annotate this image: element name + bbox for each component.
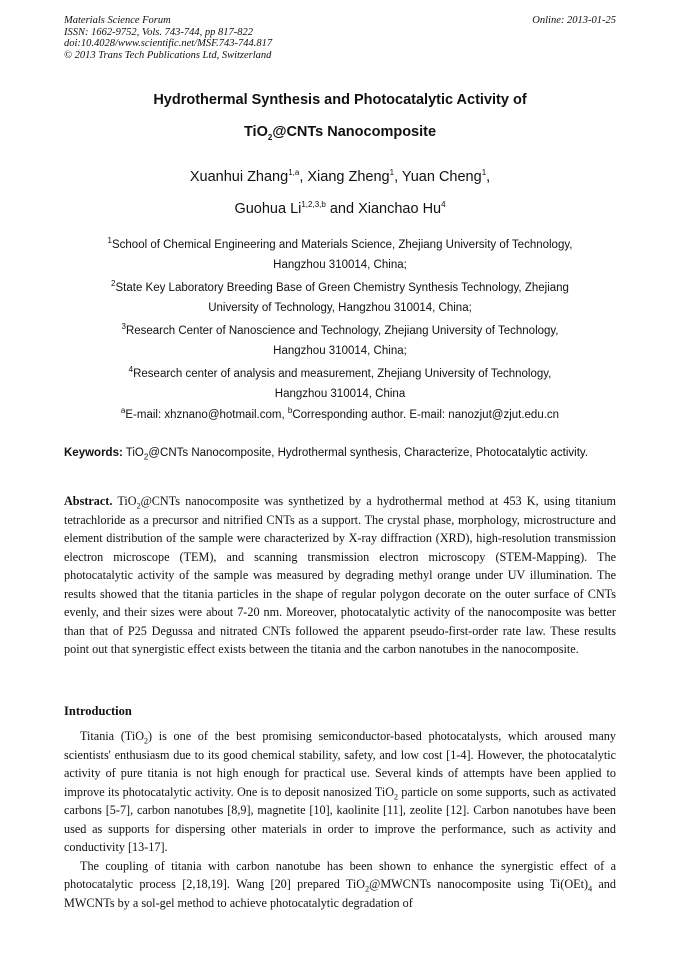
paragraph-sub: 2 [144, 736, 149, 746]
email-a[interactable]: E-mail: xhznano@hotmail.com, [125, 409, 288, 421]
issn-line: ISSN: 1662-9752, Vols. 743-744, pp 817-822 [64, 26, 253, 38]
introduction-paragraph-2 [64, 857, 616, 913]
keywords-text: @CNTs Nanocomposite, Hydrothermal synthesis, Characterize, Photocatalytic activity. [148, 447, 589, 459]
affiliation-sup: 2 [111, 279, 116, 289]
paragraph-sub: 4 [588, 884, 593, 894]
doi-line[interactable]: doi:10.4028/www.scientific.net/MSF.743-744.817 [64, 38, 273, 49]
author-affil-sup: 1 [389, 168, 395, 178]
paragraph-text: and MWCNTs by a sol-gel method to achieve photocatalytic degradation of [64, 877, 616, 910]
author-affil-sup: 1,2,3,b [301, 200, 326, 210]
affiliation-2 [64, 278, 616, 318]
paragraph-text: particle on some supports, such as activated carbons [5-7], carbon nanotubes [8,9], magnetite [10], kaolinite [11], zeolite [12]. Carbon nanotubes have been used as supports for dispersing other materials in order to improve the performance, such as activity and conductivity [13-17]. [64, 784, 617, 854]
affiliation-text: University of Technology, Hangzhou 310014, China; [208, 302, 472, 314]
authors-line-2 [64, 201, 616, 217]
affiliation-sup: 4 [128, 365, 134, 375]
introduction-body [64, 727, 616, 912]
email-b[interactable]: Corresponding author. E-mail: nanozjut@zjut.edu.cn [292, 409, 560, 421]
paragraph-text: ) is one of the best promising semiconductor-based photocatalysts, which aroused many scientists' enthusiasm due to its good chemical stability, safety, and low cost [1-4]. However, the photocatalytic activity of pure titania is not high enough for practical use. Several kinds of attempts have been applied to improve its photocatalytic activity. One is to deposit nanosized TiO [64, 729, 616, 799]
affiliation-text: State Key Laboratory Breeding Base of Green Chemistry Synthesis Technology, Zhejiang [115, 282, 569, 294]
introduction-paragraph-1 [64, 727, 616, 857]
email-sup: a [120, 406, 126, 416]
author-emails [64, 405, 616, 425]
abstract [64, 492, 616, 659]
authors-line-1 [64, 169, 616, 185]
affiliation-sup: 1 [107, 236, 112, 246]
affiliation-sup: 3 [121, 322, 126, 332]
author-name: Guohua Li [234, 201, 302, 217]
title-rest: @CNTs Nanocomposite [272, 124, 437, 140]
affiliation-text: School of Chemical Engineering and Materials Science, Zhejiang University of Technology, [111, 239, 573, 251]
affiliation-3 [64, 321, 616, 361]
paper-title-line-1: Hydrothermal Synthesis and Photocatalytic Activity of [153, 92, 527, 108]
affiliation-text: Hangzhou 310014, China; [273, 345, 407, 357]
author-name: Xuanhui Zhang [189, 169, 289, 185]
paragraph-text: Titania (TiO [80, 729, 145, 743]
title-sub-2: 2 [267, 132, 273, 142]
affiliation-1 [64, 235, 616, 275]
paragraph-sub: 2 [365, 884, 370, 894]
author-affil-sup: 1,a [288, 168, 300, 178]
paragraph-text: The coupling of titania with carbon nanotube has been shown to enhance the synergistic effect of a photocatalytic process [2,18,19]. Wang [20] prepared TiO [64, 858, 616, 891]
email-sup: b [287, 406, 293, 416]
author-name: and Xianchao Hu [325, 201, 442, 217]
keywords [64, 445, 616, 462]
keywords-label: Keywords: [64, 447, 123, 459]
section-heading-introduction: Introduction [64, 704, 132, 718]
author-affil-sup: 1 [481, 168, 487, 178]
affiliation-text: Research Center of Nanoscience and Technology, Zhejiang University of Technology, [125, 325, 559, 337]
author-name: , Xiang Zheng [299, 169, 390, 185]
copyright-line: © 2013 Trans Tech Publications Ltd, Switzerland [64, 49, 272, 61]
online-date: Online: 2013-01-25 [532, 15, 616, 26]
paragraph-sub: 2 [394, 791, 399, 801]
affiliation-text: Hangzhou 310014, China [274, 388, 406, 400]
affiliation-4 [64, 364, 616, 404]
author-affil-sup: 4 [441, 200, 446, 210]
abstract-sub: 2 [136, 501, 141, 511]
journal-name: Materials Science Forum [64, 15, 171, 26]
author-separator: , [486, 169, 491, 185]
title-tio: TiO [243, 124, 268, 140]
keywords-sub: 2 [143, 452, 149, 462]
journal-header [64, 15, 616, 61]
paper-title-line-2 [64, 124, 616, 140]
author-name: , Yuan Cheng [394, 169, 482, 185]
abstract-text: @CNTs nanocomposite was synthetized by a hydrothermal method at 453 K, using titanium tetrachloride as a precursor and nitrified CNTs as a support. The crystal phase, morphology, microstructure and element distribution of the sample were characterized by X-ray diffraction (XRD), high-resolution transmission electron microscope (TEM), and scanning transmission electron microscopy (STEM-Mapping). The photocatalytic activity of the sample was measured by degrading methyl orange under UV illumination. The results showed that the titania particles in the shape of regular polygon decorate on the outer surface of CNTs evenly, and their sizes were about 7-20 nm. Moreover, photocatalytic activity of the nanocomposite was better than that of P25 Degussa and nitrated CNTs followed the apparent pseudo-first-order rate law. These results point out that synergistic effect exists between the titania and the carbon nanotubes in the nanocomposite. [64, 494, 617, 656]
paragraph-text: @MWCNTs nanocomposite using Ti(OEt) [369, 877, 589, 891]
keywords-text: TiO [122, 447, 144, 459]
affiliation-text: Research center of analysis and measurement, Zhejiang University of Technology, [133, 368, 552, 380]
abstract-label: Abstract. [64, 494, 113, 508]
abstract-text: TiO [112, 494, 137, 508]
affiliation-text: Hangzhou 310014, China; [273, 259, 407, 271]
